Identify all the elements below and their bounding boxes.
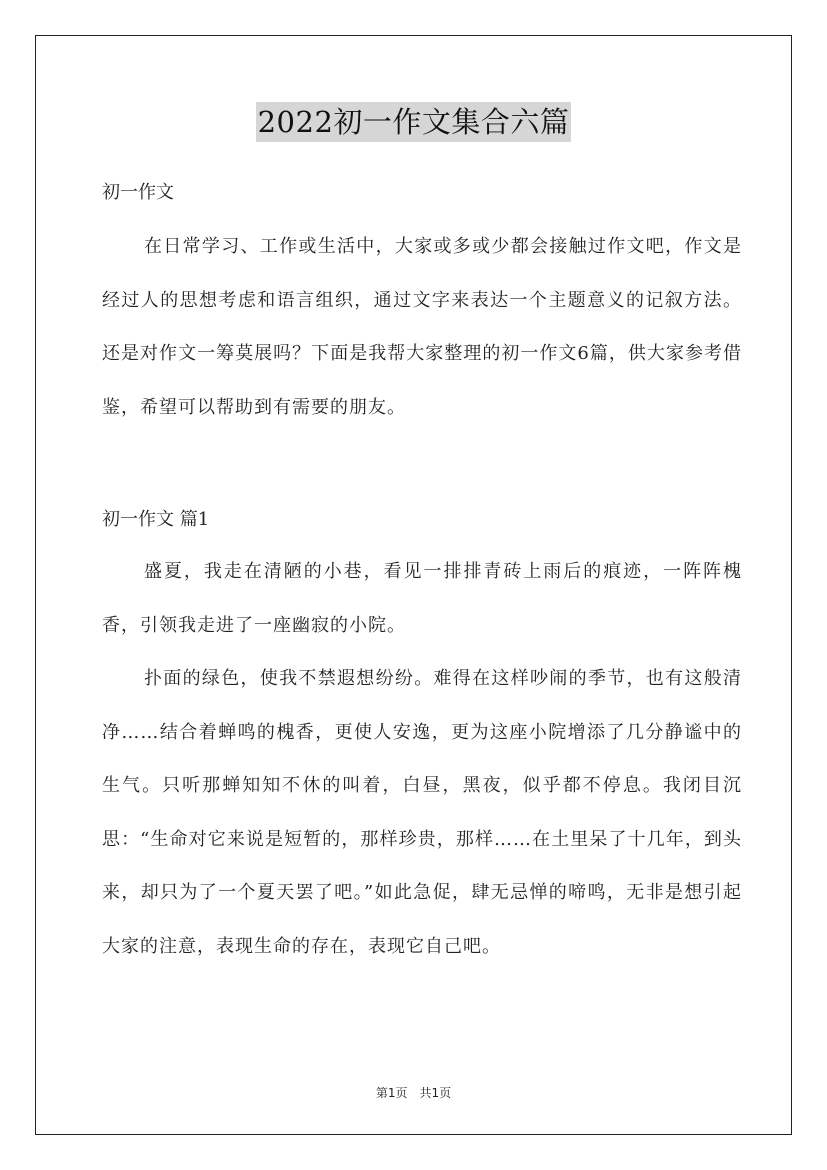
page-footer	[0, 1084, 827, 1101]
document-title: 2022初一作文集合六篇	[256, 102, 572, 142]
section1-paragraph-2: 扑面的绿色，使我不禁遐想纷纷。难得在这样吵闹的季节，也有这般清净……结合着蝉鸣的槐香，更使人安逸，更为这座小院增添了几分静谧中的生气。只听那蝉知知不休的叫着，白昼，黑夜，似乎都不停息。我闭目沉思：“生命对它来说是短暂的，那样珍贵，那样……在土里呆了十几年，到头来，却只为了一个夏天罢了吧。”如此急促，肆无忌惮的啼鸣，无非是想引起大家的注意，表现生命的存在，表现它自己吧。	[102, 668, 742, 957]
intro-paragraph: 在日常学习、工作或生活中，大家或多或少都会接触过作文吧，作文是经过人的思想考虑和语言组织，通过文字来表达一个主题意义的记叙方法。还是对作文一筹莫展吗？下面是我帮大家整理的初一作文6篇，供大家参考借鉴，希望可以帮助到有需要的朋友。	[102, 236, 742, 418]
intro-heading: 初一作文	[102, 182, 174, 203]
section1-heading: 初一作文 篇1	[102, 509, 210, 530]
page-total: 共1页	[419, 1086, 452, 1100]
title-container	[0, 102, 827, 142]
page-number: 第1页	[375, 1086, 408, 1100]
section1-paragraph-1: 盛夏，我走在清陋的小巷，看见一排排青砖上雨后的痕迹，一阵阵槐香，引领我走进了一座幽寂的小院。	[102, 561, 742, 636]
